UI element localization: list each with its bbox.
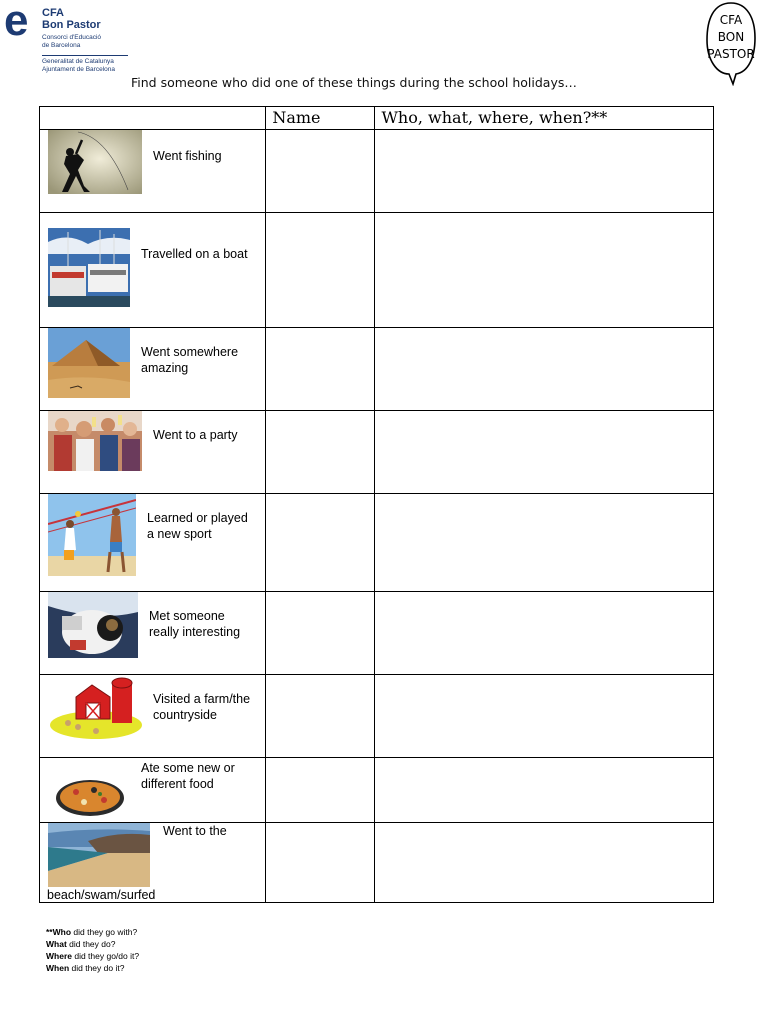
details-cell[interactable] bbox=[375, 494, 714, 592]
activity-label-line-1: Went somewhere bbox=[141, 345, 239, 359]
astronaut-image bbox=[48, 592, 138, 658]
details-cell[interactable] bbox=[375, 823, 714, 903]
logo-consortium-line-1: Consorci d'Educació bbox=[42, 34, 102, 41]
name-cell[interactable] bbox=[266, 592, 375, 675]
details-cell[interactable] bbox=[375, 675, 714, 758]
details-cell[interactable] bbox=[375, 213, 714, 328]
seal-line-1: CFA bbox=[719, 13, 743, 27]
footnote-where bbox=[46, 950, 139, 962]
logo-consortium-line-2: de Barcelona bbox=[42, 42, 81, 49]
details-cell[interactable] bbox=[375, 328, 714, 411]
details-cell[interactable] bbox=[375, 592, 714, 675]
table-row bbox=[40, 411, 714, 494]
activity-label-line-2: beach/swam/surfed bbox=[47, 888, 156, 902]
activity-label-line-2: really interesting bbox=[149, 625, 241, 639]
details-cell[interactable] bbox=[375, 411, 714, 494]
footnote-where-key: Where bbox=[46, 951, 72, 961]
table-row bbox=[40, 213, 714, 328]
activity-cell bbox=[40, 758, 266, 823]
name-cell[interactable] bbox=[266, 675, 375, 758]
column-header-details: Who, what, where, when?** bbox=[375, 107, 714, 130]
logo-gov-line-2: Ajuntament de Barcelona bbox=[42, 66, 115, 73]
paella-image bbox=[48, 770, 130, 820]
footnote bbox=[46, 926, 139, 974]
activity-label-line-2: amazing bbox=[141, 361, 189, 375]
activity-label: Went fishing bbox=[153, 149, 222, 163]
column-header-name: Name bbox=[266, 107, 375, 130]
footnote-who-text: did they go with? bbox=[71, 927, 138, 937]
footnote-when-text: did they do it? bbox=[69, 963, 125, 973]
party-crowd-image bbox=[48, 411, 142, 471]
table-header-row bbox=[40, 107, 714, 130]
activity-label: Went to a party bbox=[153, 428, 238, 442]
column-header-activity bbox=[40, 107, 266, 130]
activity-label-line-1: Met someone bbox=[149, 609, 225, 623]
activity-cell bbox=[40, 411, 266, 494]
activity-label: Travelled on a boat bbox=[141, 247, 248, 261]
details-cell[interactable] bbox=[375, 130, 714, 213]
activity-cell bbox=[40, 823, 266, 903]
table-row bbox=[40, 592, 714, 675]
footnote-stars: ** bbox=[46, 927, 53, 937]
table-row bbox=[40, 130, 714, 213]
bon-pastor-seal bbox=[703, 0, 759, 86]
beach-volleyball-image bbox=[48, 494, 136, 576]
activity-label-line-2: different food bbox=[141, 777, 214, 791]
name-cell[interactable] bbox=[266, 823, 375, 903]
name-cell[interactable] bbox=[266, 328, 375, 411]
red-barn-image bbox=[48, 675, 144, 741]
activity-label-line-2: countryside bbox=[153, 708, 217, 722]
logo-gov-line-1: Generalitat de Catalunya bbox=[42, 58, 114, 65]
activity-cell bbox=[40, 494, 266, 592]
name-cell[interactable] bbox=[266, 411, 375, 494]
instructions-text: Find someone who did one of these things during the school holidays… bbox=[131, 75, 577, 90]
activity-label-line-1: Went to the bbox=[163, 824, 227, 838]
worksheet-table bbox=[39, 106, 714, 903]
name-cell[interactable] bbox=[266, 130, 375, 213]
seal-line-3: PASTOR bbox=[707, 47, 755, 61]
activity-cell bbox=[40, 675, 266, 758]
footnote-what-text: did they do? bbox=[66, 939, 116, 949]
activity-label-line-1: Visited a farm/the bbox=[153, 692, 251, 706]
activity-label-line-1: Learned or played bbox=[147, 511, 248, 525]
footnote-what-key: What bbox=[46, 939, 67, 949]
table-row bbox=[40, 494, 714, 592]
footnote-when bbox=[46, 962, 139, 974]
logo-school-name: Bon Pastor bbox=[42, 19, 101, 31]
logo-divider bbox=[42, 55, 128, 56]
activity-label-line-1: Ate some new or bbox=[141, 761, 235, 775]
table-row bbox=[40, 823, 714, 903]
name-cell[interactable] bbox=[266, 494, 375, 592]
activity-cell bbox=[40, 130, 266, 213]
seal-line-2: BON bbox=[717, 30, 745, 44]
activity-cell bbox=[40, 328, 266, 411]
footnote-when-key: When bbox=[46, 963, 70, 973]
footnote-what bbox=[46, 938, 139, 950]
footnote-where-text: did they go/do it? bbox=[71, 951, 140, 961]
footnote-who bbox=[46, 926, 139, 938]
name-cell[interactable] bbox=[266, 758, 375, 823]
table-row bbox=[40, 328, 714, 411]
logo-cfa-text: CFA bbox=[42, 7, 64, 19]
table-row bbox=[40, 675, 714, 758]
footnote-who-key: Who bbox=[52, 927, 72, 937]
boats-harbour-image bbox=[48, 228, 130, 307]
activity-cell bbox=[40, 592, 266, 675]
fishing-silhouette-image bbox=[48, 130, 142, 194]
cfa-logo bbox=[4, 0, 134, 76]
beach-coast-image bbox=[48, 823, 150, 887]
pyramid-desert-image bbox=[48, 328, 130, 398]
logo-e-mark: e bbox=[4, 0, 29, 45]
name-cell[interactable] bbox=[266, 213, 375, 328]
table-row bbox=[40, 758, 714, 823]
activity-label-line-2: a new sport bbox=[147, 527, 212, 541]
activity-cell bbox=[40, 213, 266, 328]
details-cell[interactable] bbox=[375, 758, 714, 823]
